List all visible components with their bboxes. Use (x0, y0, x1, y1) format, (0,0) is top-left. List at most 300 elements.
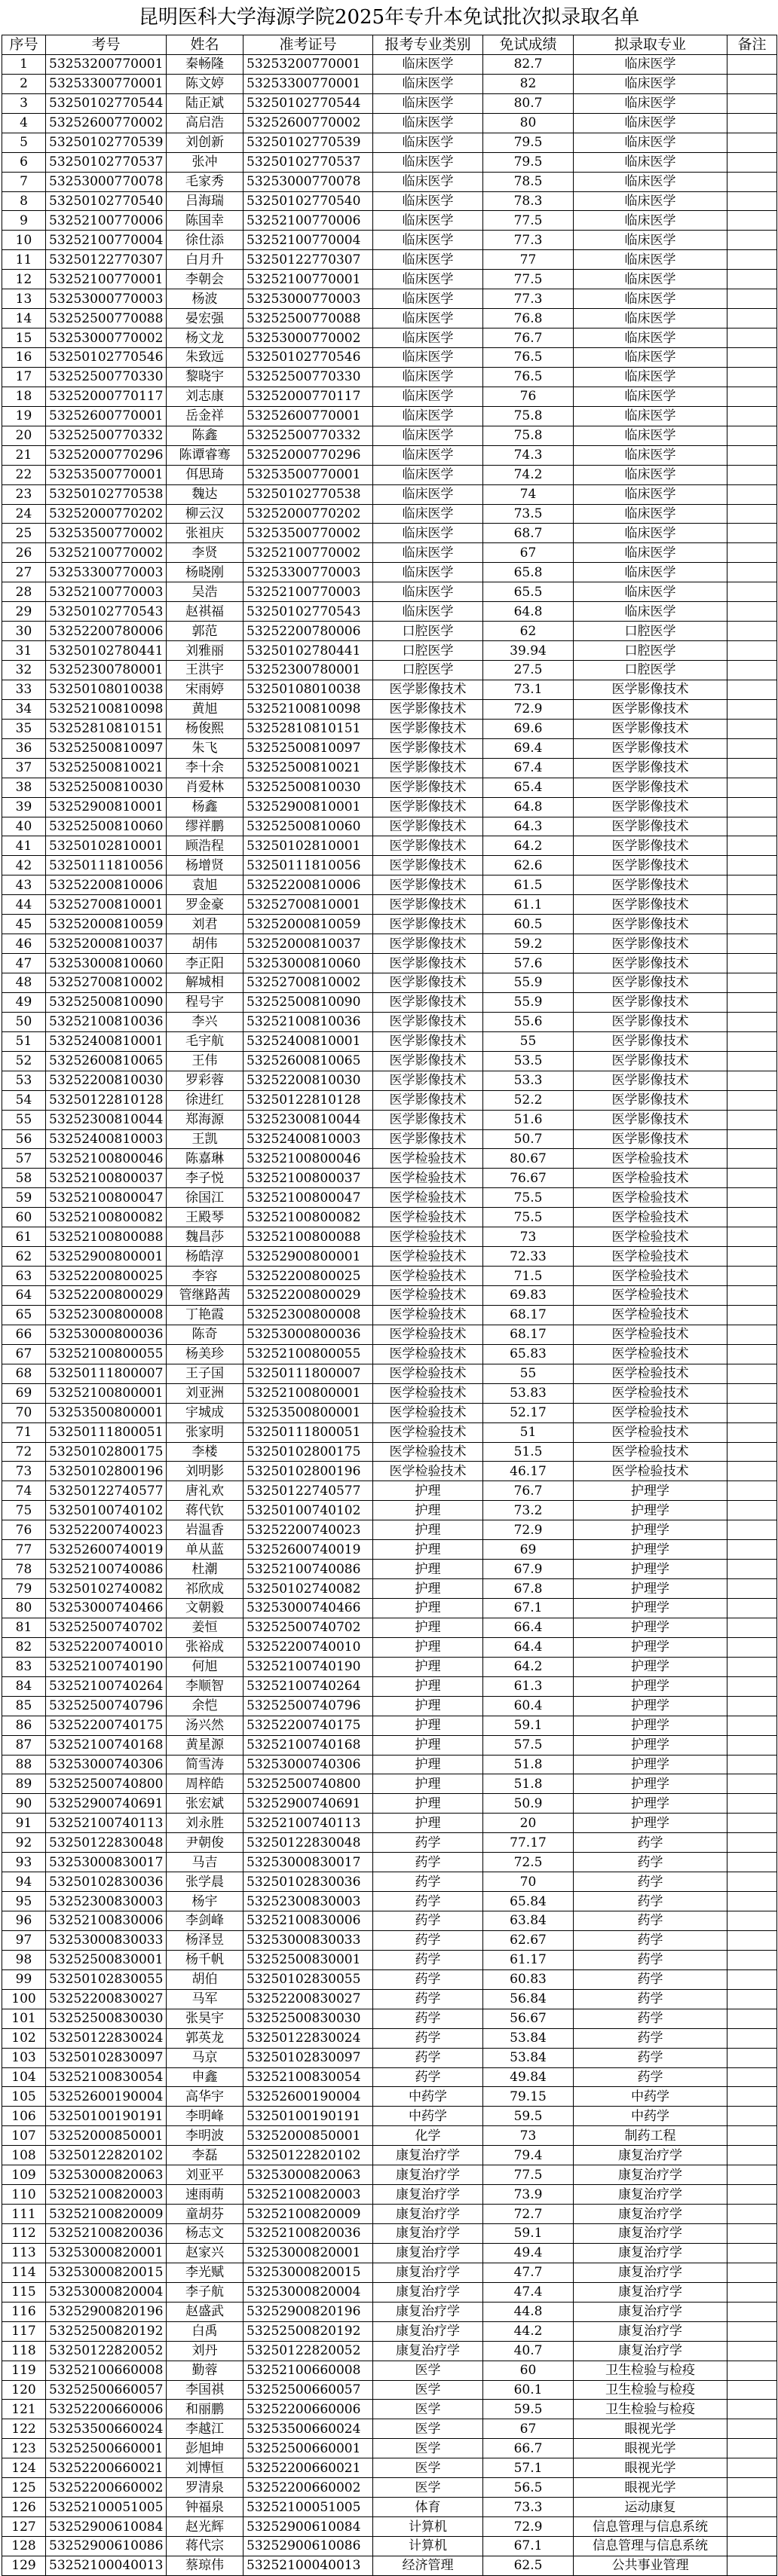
cell-score: 60.83 (483, 1969, 574, 1989)
cell-remark (727, 1442, 777, 1462)
cell-index: 1 (2, 54, 46, 74)
cell-remark (727, 817, 777, 836)
cell-exam-no: 53252100740264 (46, 1676, 167, 1696)
cell-ticket-no: 53250100190191 (244, 2107, 373, 2126)
cell-score: 44.8 (483, 2302, 574, 2321)
cell-score: 55 (483, 1031, 574, 1051)
table-row (2, 1422, 777, 1442)
cell-admitted-major: 医学影像技术 (574, 758, 727, 778)
cell-exam-no: 53253000770078 (46, 172, 167, 191)
cell-remark (727, 2146, 777, 2165)
cell-exam-no: 53252500770330 (46, 367, 167, 387)
cell-ticket-no: 53252000850001 (244, 2126, 373, 2146)
cell-ticket-no: 53252200740175 (244, 1716, 373, 1735)
cell-remark (727, 406, 777, 426)
cell-score: 79.15 (483, 2087, 574, 2107)
cell-remark (727, 2380, 777, 2400)
cell-remark (727, 270, 777, 289)
cell-name: 王洪宇 (167, 661, 244, 680)
cell-ticket-no: 53252100830006 (244, 1911, 373, 1931)
table-row (2, 93, 777, 113)
cell-admitted-major: 康复治疗学 (574, 2321, 727, 2341)
table-row (2, 2302, 777, 2321)
cell-remark (727, 250, 777, 270)
cell-name: 徐进红 (167, 1090, 244, 1110)
cell-applied-major: 医学影像技术 (373, 973, 483, 993)
cell-admitted-major: 临床医学 (574, 309, 727, 328)
cell-ticket-no: 53253000740466 (244, 1599, 373, 1618)
cell-remark (727, 1950, 777, 1969)
cell-score: 65.5 (483, 582, 574, 602)
cell-name: 肖爱林 (167, 778, 244, 797)
cell-score: 65.83 (483, 1344, 574, 1364)
cell-ticket-no: 53250102770546 (244, 348, 373, 368)
cell-exam-no: 53252600770002 (46, 113, 167, 133)
cell-index: 107 (2, 2126, 46, 2146)
table-row (2, 1814, 777, 1833)
cell-applied-major: 医学影像技术 (373, 1051, 483, 1071)
cell-score: 51.5 (483, 1442, 574, 1462)
table-row (2, 1501, 777, 1520)
cell-name: 祁欣成 (167, 1579, 244, 1599)
cell-index: 84 (2, 1676, 46, 1696)
cell-exam-no: 53252100800047 (46, 1188, 167, 1208)
table-row (2, 2087, 777, 2107)
cell-index: 17 (2, 367, 46, 387)
table-row (2, 1481, 777, 1501)
cell-exam-no: 53250102800196 (46, 1462, 167, 1481)
cell-exam-no: 53250102770546 (46, 348, 167, 368)
cell-exam-no: 53252100800088 (46, 1227, 167, 1247)
table-row (2, 1599, 777, 1618)
cell-index: 48 (2, 973, 46, 993)
cell-applied-major: 康复治疗学 (373, 2321, 483, 2341)
cell-exam-no: 53252500740702 (46, 1618, 167, 1637)
cell-admitted-major: 临床医学 (574, 54, 727, 74)
cell-index: 103 (2, 2048, 46, 2067)
cell-admitted-major: 药学 (574, 1911, 727, 1931)
cell-ticket-no: 53253500770002 (244, 524, 373, 543)
cell-admitted-major: 康复治疗学 (574, 2263, 727, 2282)
cell-remark (727, 2048, 777, 2067)
cell-ticket-no: 53252900610084 (244, 2517, 373, 2537)
cell-ticket-no: 53250122820052 (244, 2341, 373, 2361)
cell-applied-major: 医学影像技术 (373, 738, 483, 758)
cell-name: 郭范 (167, 622, 244, 641)
cell-name: 吴浩 (167, 582, 244, 602)
cell-ticket-no: 53252100800088 (244, 1227, 373, 1247)
cell-exam-no: 53252500660001 (46, 2439, 167, 2458)
cell-name: 李贤 (167, 543, 244, 563)
cell-exam-no: 53252100740168 (46, 1735, 167, 1755)
cell-index: 102 (2, 2028, 46, 2048)
cell-score: 74.2 (483, 465, 574, 484)
cell-score: 61.1 (483, 895, 574, 915)
table-row (2, 1892, 777, 1911)
cell-name: 罗彩蓉 (167, 1071, 244, 1090)
cell-name: 缪祥鹏 (167, 817, 244, 836)
cell-index: 64 (2, 1286, 46, 1306)
cell-exam-no: 53252100740086 (46, 1560, 167, 1579)
cell-remark (727, 1969, 777, 1989)
cell-remark (727, 543, 777, 563)
cell-remark (727, 445, 777, 465)
cell-index: 4 (2, 113, 46, 133)
cell-index: 6 (2, 152, 46, 172)
cell-applied-major: 药学 (373, 1853, 483, 1872)
cell-name: 徐仕添 (167, 231, 244, 250)
cell-remark (727, 1657, 777, 1676)
table-row (2, 113, 777, 133)
cell-score: 73.9 (483, 2185, 574, 2205)
cell-ticket-no: 53253000820063 (244, 2165, 373, 2185)
cell-score: 72.9 (483, 2517, 574, 2537)
cell-exam-no: 53252000810037 (46, 934, 167, 954)
cell-name: 高华宇 (167, 2087, 244, 2107)
cell-applied-major: 临床医学 (373, 191, 483, 211)
cell-score: 52.17 (483, 1403, 574, 1422)
cell-exam-no: 53253000820001 (46, 2243, 167, 2263)
cell-ticket-no: 53250102830036 (244, 1872, 373, 1892)
cell-remark (727, 1188, 777, 1208)
cell-admitted-major: 护理学 (574, 1696, 727, 1716)
cell-admitted-major: 康复治疗学 (574, 2243, 727, 2263)
cell-exam-no: 53252200660006 (46, 2400, 167, 2419)
cell-index: 73 (2, 1462, 46, 1481)
cell-remark (727, 74, 777, 93)
cell-remark (727, 1853, 777, 1872)
table-row (2, 1208, 777, 1227)
cell-score: 74.3 (483, 445, 574, 465)
cell-ticket-no: 53252200660002 (244, 2478, 373, 2498)
cell-score: 60 (483, 2361, 574, 2380)
cell-name: 李越江 (167, 2419, 244, 2439)
cell-ticket-no: 53252100740190 (244, 1657, 373, 1676)
cell-ticket-no: 53252900820196 (244, 2302, 373, 2321)
cell-applied-major: 医学检验技术 (373, 1227, 483, 1247)
table-row (2, 738, 777, 758)
cell-applied-major: 临床医学 (373, 387, 483, 406)
table-row (2, 2165, 777, 2185)
cell-index: 36 (2, 738, 46, 758)
cell-name: 李顺智 (167, 1676, 244, 1696)
cell-applied-major: 医学影像技术 (373, 1090, 483, 1110)
table-row (2, 484, 777, 504)
cell-applied-major: 医学影像技术 (373, 934, 483, 954)
cell-remark (727, 915, 777, 934)
cell-name: 蒋代钦 (167, 1501, 244, 1520)
cell-applied-major: 医学影像技术 (373, 680, 483, 699)
cell-exam-no: 53250102740082 (46, 1579, 167, 1599)
cell-score: 78.3 (483, 191, 574, 211)
cell-index: 66 (2, 1325, 46, 1344)
cell-applied-major: 医学检验技术 (373, 1422, 483, 1442)
cell-ticket-no: 53252400810003 (244, 1129, 373, 1149)
cell-applied-major: 医学影像技术 (373, 915, 483, 934)
cell-ticket-no: 53250102810001 (244, 836, 373, 856)
cell-score: 76.8 (483, 309, 574, 328)
table-row (2, 719, 777, 738)
cell-applied-major: 医学影像技术 (373, 778, 483, 797)
table-row (2, 582, 777, 602)
cell-applied-major: 护理 (373, 1501, 483, 1520)
cell-applied-major: 护理 (373, 1520, 483, 1540)
cell-exam-no: 53252000770117 (46, 387, 167, 406)
cell-score: 50.7 (483, 1129, 574, 1149)
cell-admitted-major: 医学检验技术 (574, 1403, 727, 1422)
cell-name: 程号宇 (167, 992, 244, 1012)
cell-index: 82 (2, 1637, 46, 1657)
cell-ticket-no: 53252200800029 (244, 1286, 373, 1306)
cell-ticket-no: 53252100800001 (244, 1383, 373, 1403)
cell-exam-no: 53250122740577 (46, 1481, 167, 1501)
cell-admitted-major: 药学 (574, 1930, 727, 1950)
cell-name: 秦畅隆 (167, 54, 244, 74)
cell-exam-no: 53250100190191 (46, 2107, 167, 2126)
table-row (2, 504, 777, 524)
cell-applied-major: 临床医学 (373, 172, 483, 191)
table-row (2, 2556, 777, 2575)
cell-remark (727, 1267, 777, 1286)
cell-ticket-no: 53252300810044 (244, 1110, 373, 1129)
cell-index: 51 (2, 1031, 46, 1051)
cell-name: 刘创新 (167, 133, 244, 152)
cell-ticket-no: 53252100770003 (244, 582, 373, 602)
table-row (2, 602, 777, 622)
cell-admitted-major: 康复治疗学 (574, 2282, 727, 2302)
cell-ticket-no: 53252100660008 (244, 2361, 373, 2380)
cell-admitted-major: 药学 (574, 2028, 727, 2048)
cell-score: 62.67 (483, 1930, 574, 1950)
table-row (2, 934, 777, 954)
table-row (2, 1129, 777, 1149)
cell-exam-no: 53250122820102 (46, 2146, 167, 2165)
cell-applied-major: 药学 (373, 1911, 483, 1931)
table-row (2, 1344, 777, 1364)
cell-applied-major: 临床医学 (373, 504, 483, 524)
cell-score: 73 (483, 1227, 574, 1247)
cell-applied-major: 临床医学 (373, 465, 483, 484)
table-row (2, 250, 777, 270)
cell-ticket-no: 53252200660021 (244, 2458, 373, 2478)
cell-remark (727, 2126, 777, 2146)
cell-ticket-no: 53252500810097 (244, 738, 373, 758)
cell-admitted-major: 临床医学 (574, 484, 727, 504)
cell-admitted-major: 护理学 (574, 1794, 727, 1814)
cell-name: 陆正斌 (167, 93, 244, 113)
cell-name: 顾浩程 (167, 836, 244, 856)
cell-admitted-major: 药学 (574, 1950, 727, 1969)
cell-score: 76.5 (483, 348, 574, 368)
cell-name: 杨皓淳 (167, 1247, 244, 1267)
cell-remark (727, 875, 777, 895)
cell-name: 高启浩 (167, 113, 244, 133)
cell-remark (727, 856, 777, 875)
cell-score: 53.5 (483, 1051, 574, 1071)
table-row (2, 1930, 777, 1950)
cell-index: 57 (2, 1149, 46, 1169)
cell-ticket-no: 53252600190004 (244, 2087, 373, 2107)
cell-admitted-major: 临床医学 (574, 582, 727, 602)
cell-applied-major: 临床医学 (373, 152, 483, 172)
cell-name: 单从蓝 (167, 1540, 244, 1560)
cell-score: 44.2 (483, 2321, 574, 2341)
cell-applied-major: 护理 (373, 1774, 483, 1794)
cell-admitted-major: 护理学 (574, 1735, 727, 1755)
cell-name: 陈谭睿骞 (167, 445, 244, 465)
admission-table (2, 35, 777, 2576)
cell-remark (727, 719, 777, 738)
cell-ticket-no: 53252100810036 (244, 1012, 373, 1031)
col-header-name: 姓名 (167, 35, 244, 55)
cell-ticket-no: 53250102830097 (244, 2048, 373, 2067)
cell-score: 61.5 (483, 875, 574, 895)
cell-name: 蒋代宗 (167, 2537, 244, 2556)
table-row (2, 2321, 777, 2341)
table-row (2, 797, 777, 817)
cell-ticket-no: 53253200770001 (244, 54, 373, 74)
cell-exam-no: 53253500800001 (46, 1403, 167, 1422)
cell-admitted-major: 药学 (574, 2048, 727, 2067)
cell-remark (727, 2478, 777, 2498)
cell-admitted-major: 临床医学 (574, 113, 727, 133)
cell-admitted-major: 临床医学 (574, 172, 727, 191)
cell-name: 袁旭 (167, 875, 244, 895)
table-row (2, 563, 777, 582)
cell-index: 117 (2, 2321, 46, 2341)
cell-score: 76.7 (483, 1481, 574, 1501)
cell-ticket-no: 53252900610086 (244, 2537, 373, 2556)
cell-remark (727, 1227, 777, 1247)
cell-ticket-no: 53252100051005 (244, 2498, 373, 2517)
cell-name: 岳金祥 (167, 406, 244, 426)
cell-remark (727, 113, 777, 133)
table-row (2, 1794, 777, 1814)
cell-index: 35 (2, 719, 46, 738)
cell-remark (727, 992, 777, 1012)
table-row (2, 2517, 777, 2537)
cell-remark (727, 1637, 777, 1657)
cell-score: 59.5 (483, 2400, 574, 2419)
cell-applied-major: 临床医学 (373, 602, 483, 622)
cell-score: 75.5 (483, 1188, 574, 1208)
cell-ticket-no: 53252100770006 (244, 211, 373, 231)
cell-admitted-major: 医学影像技术 (574, 973, 727, 993)
cell-applied-major: 护理 (373, 1560, 483, 1579)
cell-applied-major: 临床医学 (373, 563, 483, 582)
cell-ticket-no: 53252900810001 (244, 797, 373, 817)
table-row (2, 2263, 777, 2282)
cell-exam-no: 53252100800046 (46, 1149, 167, 1169)
cell-exam-no: 53250111800051 (46, 1422, 167, 1442)
cell-score: 76.7 (483, 328, 574, 348)
cell-ticket-no: 53252500740702 (244, 1618, 373, 1637)
cell-index: 23 (2, 484, 46, 504)
cell-remark (727, 758, 777, 778)
cell-ticket-no: 53253000820001 (244, 2243, 373, 2263)
cell-index: 44 (2, 895, 46, 915)
cell-index: 120 (2, 2380, 46, 2400)
table-row (2, 778, 777, 797)
cell-exam-no: 53252200740023 (46, 1520, 167, 1540)
cell-name: 刘亚平 (167, 2165, 244, 2185)
table-row (2, 836, 777, 856)
cell-ticket-no: 53252500820192 (244, 2321, 373, 2341)
cell-applied-major: 医学 (373, 2400, 483, 2419)
cell-score: 73.3 (483, 2498, 574, 2517)
table-row (2, 1364, 777, 1383)
cell-applied-major: 医学检验技术 (373, 1325, 483, 1344)
cell-name: 柳云汉 (167, 504, 244, 524)
table-row (2, 1872, 777, 1892)
cell-index: 37 (2, 758, 46, 778)
cell-applied-major: 药学 (373, 1930, 483, 1950)
cell-exam-no: 53252100770003 (46, 582, 167, 602)
cell-score: 68.17 (483, 1305, 574, 1325)
cell-exam-no: 53252200810006 (46, 875, 167, 895)
cell-applied-major: 护理 (373, 1794, 483, 1814)
table-row (2, 1735, 777, 1755)
cell-exam-no: 53250102800175 (46, 1442, 167, 1462)
cell-applied-major: 医学影像技术 (373, 797, 483, 817)
cell-ticket-no: 53253000830033 (244, 1930, 373, 1950)
cell-exam-no: 53253000740466 (46, 1599, 167, 1618)
cell-score: 78.5 (483, 172, 574, 191)
cell-name: 刘君 (167, 915, 244, 934)
cell-index: 67 (2, 1344, 46, 1364)
cell-ticket-no: 53252500810090 (244, 992, 373, 1012)
table-row (2, 1247, 777, 1267)
cell-index: 110 (2, 2185, 46, 2205)
cell-index: 126 (2, 2498, 46, 2517)
cell-score: 79.5 (483, 133, 574, 152)
cell-exam-no: 53252900800001 (46, 1247, 167, 1267)
cell-remark (727, 524, 777, 543)
cell-admitted-major: 医学影像技术 (574, 778, 727, 797)
cell-remark (727, 2028, 777, 2048)
cell-remark (727, 231, 777, 250)
cell-score: 40.7 (483, 2341, 574, 2361)
table-row (2, 1950, 777, 1969)
cell-applied-major: 医学影像技术 (373, 817, 483, 836)
table-row (2, 426, 777, 445)
cell-remark (727, 2009, 777, 2028)
cell-index: 59 (2, 1188, 46, 1208)
cell-name: 郭英龙 (167, 2028, 244, 2048)
cell-score: 66.4 (483, 1618, 574, 1637)
table-row (2, 133, 777, 152)
cell-score: 51.8 (483, 1755, 574, 1774)
cell-remark (727, 1814, 777, 1833)
table-row (2, 2439, 777, 2458)
cell-admitted-major: 药学 (574, 1989, 727, 2009)
cell-ticket-no: 53250102800196 (244, 1462, 373, 1481)
cell-name: 杨晓刚 (167, 563, 244, 582)
cell-index: 75 (2, 1501, 46, 1520)
cell-remark (727, 309, 777, 328)
cell-applied-major: 口腔医学 (373, 622, 483, 641)
cell-applied-major: 康复治疗学 (373, 2243, 483, 2263)
cell-index: 95 (2, 1892, 46, 1911)
cell-name: 杨鑫 (167, 797, 244, 817)
cell-applied-major: 医学检验技术 (373, 1403, 483, 1422)
cell-applied-major: 护理 (373, 1481, 483, 1501)
cell-index: 63 (2, 1267, 46, 1286)
cell-exam-no: 53252500830030 (46, 2009, 167, 2028)
cell-score: 74 (483, 484, 574, 504)
cell-exam-no: 53253500770001 (46, 465, 167, 484)
cell-ticket-no: 53250122820102 (244, 2146, 373, 2165)
